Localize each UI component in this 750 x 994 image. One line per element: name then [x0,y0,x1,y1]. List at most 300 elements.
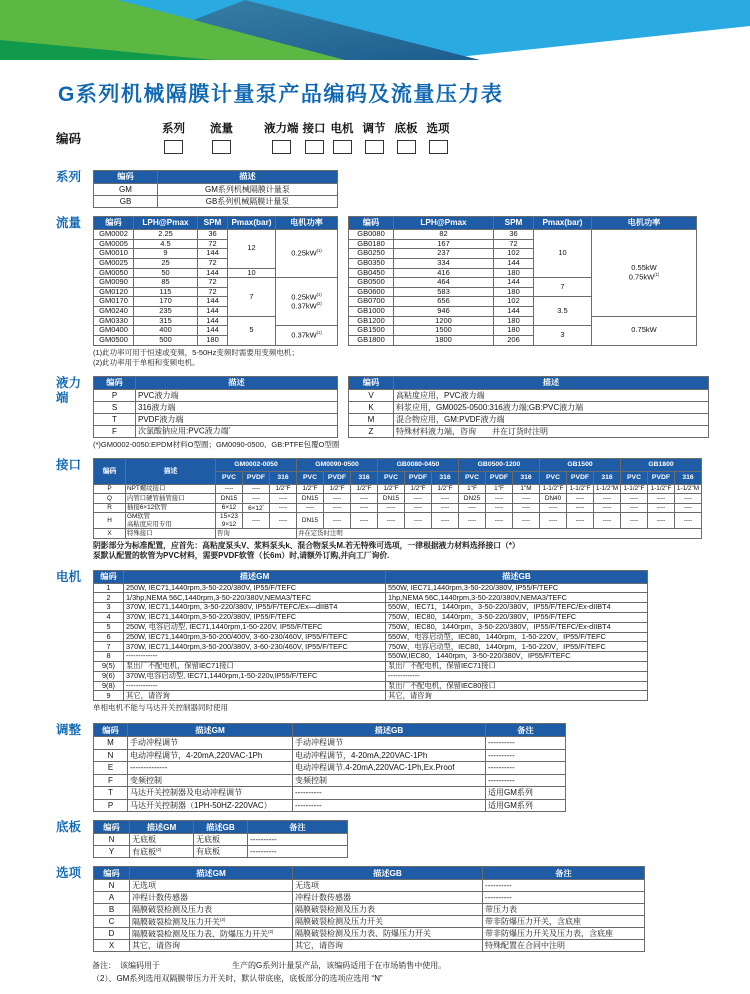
series-table [93,170,338,208]
cell: 115 [134,287,198,297]
cell: ---------- [248,834,348,846]
cell: 1"F [459,484,486,494]
coding-item-options [427,120,450,154]
cell: 1-1/2"M [594,484,621,494]
cell: 583 [394,287,494,297]
header-cell: Pmax(bar) [228,217,276,230]
cell: ---- [486,513,513,529]
cell: 隔膜破裂检测及压力表、防爆压力开关 [293,928,483,940]
section-label-flow: 流量 [56,216,82,230]
header-cell: GB1500 [540,458,621,471]
cell: $0.25kW^{(1)}$ [276,230,338,278]
header-cell: Pmax(bar) [534,217,592,230]
cell: ---- [378,503,405,513]
cell: $0.25kW^{(1)}$ $0.37kW^{(2)}$ [276,278,338,326]
cell: D [94,928,130,940]
flow-section [56,216,750,368]
cell: 180 [494,326,534,336]
cell: -------------- [128,762,293,775]
header-cell: 描述 [158,171,338,184]
cell: P [94,799,128,812]
cell: V [349,389,394,401]
cell: 25 [134,258,198,268]
options-table [93,866,645,952]
interface-note-2: 泵默认配置的软管为PVC材料，需要PVDF软管（长6m）时,请额外订购,并向工厂询价. [93,551,390,561]
cell: 144 [198,307,228,317]
flow-code-box[interactable] [212,140,231,154]
cell: ---- [351,494,378,504]
cell: ---- [486,503,513,513]
cell: GM0120 [94,287,134,297]
section-label-hydraulic: 液力端 [56,375,82,405]
cell: 82 [394,230,494,240]
motor-note: 单相电机不能与马达开关控制器同时使用 [93,703,228,713]
header-cell: 编码 [94,821,130,834]
interface-section [56,458,750,562]
cell: 隔膜破裂检测及压力开关$^{(2)}$ [130,916,293,928]
cell: X [94,940,130,952]
cell: ---------- [293,799,486,812]
cell: 带压力表 [483,904,645,916]
banner-graphic [0,0,750,60]
coding-item-base [395,120,418,154]
cell: GB0350 [349,258,394,268]
cell: 1/2"F [432,484,459,494]
base-section [56,820,750,858]
cell: 500 [134,335,198,345]
coding-item-series [162,120,185,154]
cell: 1-1/2"F [621,484,648,494]
cell: ---------- [486,774,566,787]
cell: DN40 [540,494,567,504]
cell: 72 [198,278,228,288]
cell: 6×12* [243,503,270,513]
cell: 167 [394,239,494,249]
cell: 400 [134,326,198,336]
cell: 带非防爆压力开关，含底座 [483,916,645,928]
cell: 180 [198,335,228,345]
interface-table [93,458,702,539]
coding-item-label: 系列 [162,123,185,135]
cell: ---------- [486,762,566,775]
cell: DN15 [378,494,405,504]
cell: ---------- [293,787,486,800]
cell: 9(5) [94,662,124,672]
cell: ---- [567,494,594,504]
cell: X [94,529,126,539]
cell: 1/2"F [351,484,378,494]
header-cell: 编码 [94,724,128,737]
hydraulic-code-box[interactable] [272,140,291,154]
cell: Z [349,425,394,437]
cell: 1-1/2"F [648,484,675,494]
motor-section [56,570,750,714]
cell: 1"M [513,484,540,494]
cell: GM0500 [94,335,134,345]
header-cell: 编码 [94,171,158,184]
cell: ---- [270,494,297,504]
cell: 1/2"F [270,484,297,494]
cell: 144 [198,268,228,278]
header-cell: GB0080-0450 [378,458,459,471]
cell: ---- [513,513,540,529]
cell: 泵出厂不配电机，保留IEC71接口 [386,662,648,672]
header-cell: 电机功率 [592,217,697,230]
header-cell: 316 [270,471,297,484]
cell: H [94,513,126,529]
cell: GB0500 [349,278,394,288]
header-cell: 描述GM [124,570,386,583]
cell: 334 [394,258,494,268]
cell: 750W，IEC80，1440rpm，3-50-220/380V，IP55/F/TEFC [386,613,648,623]
cell: GM0025 [94,258,134,268]
cell: 180 [494,316,534,326]
cell: ---- [540,513,567,529]
page-title: G系列机械隔膜计量泵产品编码及流量压力表 [58,83,504,106]
cell: 144 [198,297,228,307]
cell: 656 [394,297,494,307]
cell: ---- [621,494,648,504]
cell: ---------- [486,749,566,762]
cell: 插接6×12软管 [126,503,216,513]
header-cell: 描述GM [130,867,293,880]
footer-notes [92,960,750,986]
coding-item-adjust [363,120,386,154]
cell: 315 [134,316,198,326]
cell: GB0700 [349,297,394,307]
adjust-section [56,723,750,812]
cell: 7 [228,278,276,317]
section-label-base: 底板 [56,820,82,835]
cell: 其它，请咨询 [386,691,648,701]
cell: 次氯酸钠应用:PVC液力端* [136,425,338,437]
cell: 无底板 [130,834,194,846]
cell: 102 [494,249,534,259]
options-section [56,866,750,952]
cell: ---- [648,494,675,504]
cell: C [94,916,130,928]
cell: ---- [459,503,486,513]
section-label-series: 系列 [56,170,82,184]
header-cell: SPM [494,217,534,230]
cell: ---- [432,513,459,529]
cell: 12 [228,230,276,269]
cell: 72 [198,258,228,268]
cell: 其它，请咨询 [130,940,293,952]
cell: ---------- [483,880,645,892]
cell: GB0600 [349,287,394,297]
cell: ---- [513,494,540,504]
cell: 无底板 [194,834,248,846]
cell: ---- [351,513,378,529]
header-cell: 描述GM [128,724,293,737]
header-cell: 电机功率 [276,217,338,230]
cell: 特殊配置在合同中注明 [483,940,645,952]
cell: 144 [198,316,228,326]
cell: P [94,484,126,494]
hydraulic-note: (*)GM0002-0050:EPDM材料O型圈；GM0090-0500、GB:PTFE包覆O型圈 [93,439,340,449]
cell: M [94,737,128,750]
cell: ---- [594,494,621,504]
base-table [93,820,348,858]
cell: DN15 [216,494,243,504]
cell: 1/2"F [297,484,324,494]
cell: 464 [394,278,494,288]
cell: GB0250 [349,249,394,259]
cell: ---- [378,513,405,529]
cell: ---- [270,513,297,529]
header-cell: PVDF [486,471,513,484]
header-cell: 描述GB [194,821,248,834]
cell: 237 [394,249,494,259]
series-code-box[interactable] [164,140,183,154]
cell: 1500 [394,326,494,336]
cell: T [94,787,128,800]
header-cell: 编码 [94,458,126,484]
cell: 1/2"F [378,484,405,494]
cell: 变频控制 [128,774,293,787]
cell: 72 [198,239,228,249]
cell: GB [94,196,158,208]
cell: 8 [94,652,124,662]
cell: 6×12 [216,503,243,513]
cell: 10 [534,230,592,278]
cell: 1"F [486,484,513,494]
cell: ---- [324,513,351,529]
cell: 550W，电容启动型，IEC80，1440rpm，1-50-220V，IP55/F/TEFC [386,632,648,642]
header-cell: 编码 [94,867,130,880]
header-cell: PVDF [324,471,351,484]
header-cell: PVC [540,471,567,484]
cell: 有底板 [194,846,248,858]
cell: ------------- [386,671,648,681]
header-cell: 描述GB [386,570,648,583]
series-section [56,170,750,208]
cell: 370W, IEC71,1440rpm,3-50-200/380V, 3-60-230/460V, IP55/F/TEFC [124,642,386,652]
cell: 1/2"F [324,484,351,494]
cell: 并在定货时注明 [297,529,702,539]
cell: ---- [297,503,324,513]
cell: GM0090 [94,278,134,288]
cell: 无选项 [130,880,293,892]
cell: ---- [675,513,702,529]
header-cell: PVC [297,471,324,484]
header-cell: PVC [378,471,405,484]
cell: N [94,749,128,762]
header-cell: PVDF [243,471,270,484]
cell: ---- [270,503,297,513]
cell: 0.55kW $0.75kW^{(1)}$ [592,230,697,317]
header-cell: 编码 [94,376,136,389]
cell: 550W,IEC80，1440rpm，3-50-220/380V，IP55/F/TEFC [386,652,648,662]
cell: DN15 [297,494,324,504]
cell: 370W, IEC71,1440rpm, 3-50-220/380V, IP55/F/TEFC/Ex—dIIBT4 [124,603,386,613]
cell: ---- [432,503,459,513]
coding-item-flow [210,120,233,154]
cell: 冲程计数传感器 [130,892,293,904]
cell: 3 [94,603,124,613]
cell: 4 [94,613,124,623]
cell: 9(8) [94,681,124,691]
header-cell: 编码 [94,217,134,230]
cell: 180 [494,268,534,278]
header-cell: 描述GM [130,821,194,834]
cell: GB1500 [349,326,394,336]
cell: 电动冲程调节.4-20mA,220VAC-1Ph,Ex.Proof [293,762,486,775]
cell: 102 [494,297,534,307]
cell: 0.75kW [592,316,697,345]
cell: 6 [94,632,124,642]
coding-item-label: 接口 [302,123,326,135]
motor-code-box[interactable] [333,140,352,154]
flow-note-2: (2)此功率用于单相和变频电机。 [93,357,200,367]
adjust-code-box[interactable] [365,140,384,154]
cell: PVC液力端 [136,389,338,401]
cell: 其它，请咨询 [124,691,386,701]
cell: 250W, IEC71,1440rpm,3-50-220/380V, IP55/F/TEFC [124,583,386,593]
section-label-motor: 电机 [56,569,82,584]
cell: 混合物应用，GM:PVDF液力端 [394,413,709,425]
cell: 特殊材料液力端，咨询 并在订货时注明 [394,425,709,437]
hydraulic-left-table [93,376,338,438]
cell: GM0005 [94,239,134,249]
header-cell: PVC [216,471,243,484]
cell: 370W, IEC71,1440rpm,3-50-220/380V, IP55/F/TEFC [124,613,386,623]
header-cell: 备注 [248,821,348,834]
header-cell: 备注 [483,867,645,880]
hydraulic-right-table [348,376,709,438]
header-cell: 备注 [486,724,566,737]
cell: ---- [432,494,459,504]
cell: T [94,413,136,425]
cell: 170 [134,297,198,307]
cell: 9 [134,249,198,259]
cell: 手动冲程调节 [293,737,486,750]
cell: 206 [494,335,534,345]
cell: ---- [594,513,621,529]
cell: 1-1/2"F [567,484,594,494]
cell: GB0180 [349,239,394,249]
header-cell: GM0090-0500 [297,458,378,471]
header-cell: 316 [675,471,702,484]
hydraulic-section [56,376,750,450]
flow-note-1: (1)此功率可用于恒速或变频，5-50Hz变频时需要用变频电机； [93,347,299,357]
cell: ---- [405,494,432,504]
cell: F [94,774,128,787]
cell: 隔膜破裂检测及压力开关 [293,916,483,928]
cell: ---- [459,513,486,529]
cell: 马达开关控制器（1PH-50HZ-220VAC） [128,799,293,812]
interface-code-box[interactable] [305,140,324,154]
cell: 特殊接口 [126,529,216,539]
cell: 马达开关控制器及电动冲程调节 [128,787,293,800]
cell: 1200 [394,316,494,326]
cell: ---- [486,494,513,504]
cell: Y [94,846,130,858]
header-cell: GB0500-1200 [459,458,540,471]
cell: GB0450 [349,268,394,278]
header-cell: 316 [432,471,459,484]
cell: 无选项 [293,880,483,892]
header-cell: GB1800 [621,458,702,471]
cell: M [349,413,394,425]
cell: 750W，IEC80，1440rpm，3-50-220/380V，IP55/F/TEFC/Ex-dIIBT4 [386,622,648,632]
cell: 144 [494,307,534,317]
cell: GB1000 [349,307,394,317]
cell: ---- [405,503,432,513]
cell: 1-1/2"F [540,484,567,494]
cell: ---- [540,503,567,513]
cell: 946 [394,307,494,317]
cell: 85 [134,278,198,288]
flow-gm-table [93,216,338,346]
cell: GM0010 [94,249,134,259]
cell: 144 [494,258,534,268]
cell: ---- [324,494,351,504]
cell: 1-1/2"M [675,484,702,494]
interface-note-1: 阴影部分为标准配置，应首先：高粘度泵头V、浆料泵头k、混合物泵头M.若无特殊可选项，一律根据液力材料选择接口（*） [93,540,520,550]
cell: 适用GM系列 [486,787,566,800]
section-label-options: 选项 [56,866,82,881]
cell: 9 [94,691,124,701]
cell: 料浆应用，GM0025-0500:316液力端;GB:PVC液力端 [394,401,709,413]
section-label-adjust: 调整 [56,723,82,738]
cell: R [94,503,126,513]
header-cell: PVDF [405,471,432,484]
cell: 15×23 9×12 [216,513,243,529]
cell: PVDF液力端 [136,413,338,425]
cell: 1hp,NEMA 56C,1440rpm,3-50-220/380V,NEMA3/TEFC [386,593,648,603]
header-cell: 描述 [136,376,338,389]
cell: 10 [228,268,276,278]
cell: P [94,389,136,401]
cell: 3.5 [534,297,592,326]
cell: GB系列机械隔膜计量泵 [158,196,338,208]
cell: 1800 [394,335,494,345]
header-cell: 描述GB [293,867,483,880]
cell: GM0330 [94,316,134,326]
cell: GM [94,184,158,196]
cell: E [94,762,128,775]
cell: 变频控制 [293,774,486,787]
cell: ---- [675,494,702,504]
cell: 隔膜破裂检测及压力表 [293,904,483,916]
header-cell: 316 [351,471,378,484]
coding-item-label: 选项 [426,123,450,135]
coding-item-label: 液力端 [264,123,299,135]
cell: 72 [198,287,228,297]
header-cell: PVDF [648,471,675,484]
cell: 高粘度应用，PVC液力端 [394,389,709,401]
options-code-box[interactable] [429,140,448,154]
cell: N [94,880,130,892]
cell: 36 [494,230,534,240]
cell: 250W, 电容启动型, IEC71,1440rpm,1-50-220V, IP55/F/TEFC [124,622,386,632]
cell: ---- [243,494,270,504]
cell: 250W, IEC71,1440rpm,3-50-200/400V, 3-60-230/460V, IP55/F/TEFC [124,632,386,642]
cell: Q [94,494,126,504]
cell: B [94,904,130,916]
cell: ---- [621,513,648,529]
cell: NPT螺纹接口 [126,484,216,494]
cell: ---- [243,513,270,529]
base-code-box[interactable] [397,140,416,154]
cell: ---- [324,503,351,513]
cell: ---- [567,513,594,529]
cell: ---- [648,513,675,529]
cell: GM0002 [94,230,134,240]
coding-item-label: 电机 [330,123,354,135]
